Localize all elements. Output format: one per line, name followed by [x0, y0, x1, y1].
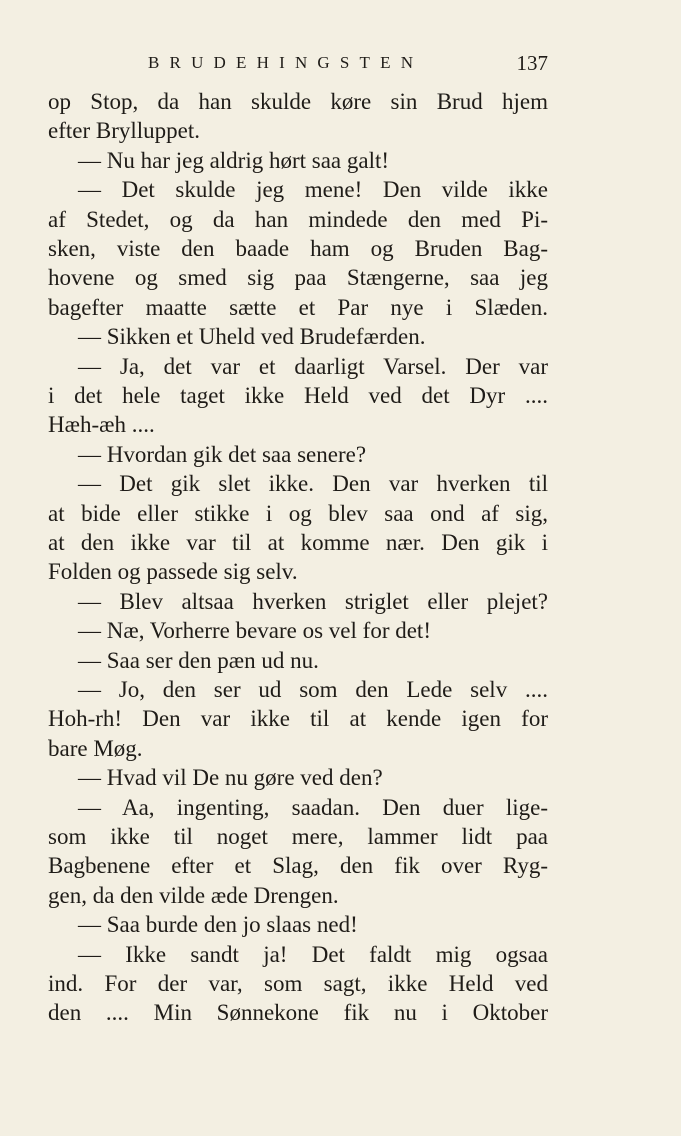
- text-line: — Hvordan gik det saa senere?: [78, 441, 367, 467]
- text-line: Hoh-rh! Den var ikke til at kende igen for: [48, 706, 548, 732]
- text-line: at bide eller stikke i og blev saa ond af sig,: [48, 500, 548, 526]
- text-line: — Saa ser den pæn ud nu.: [78, 647, 319, 673]
- text-line: bare Møg.: [48, 735, 143, 761]
- text-line: — Aa, ingenting, saadan. Den duer lige-: [78, 794, 548, 820]
- text-line: Bagbenene efter et Slag, den fik over Ryg-: [48, 853, 548, 879]
- text-line: — Det gik slet ikke. Den var hverken til: [78, 471, 548, 497]
- text-line: — Næ, Vorherre bevare os vel for det!: [78, 618, 431, 644]
- text-line: — Ikke sandt ja! Det faldt mig ogsaa: [78, 941, 548, 967]
- text-line: — Hvad vil De nu gøre ved den?: [78, 765, 383, 791]
- text-line: — Jo, den ser ud som den Lede selv ....: [78, 677, 548, 702]
- running-title: BRUDEHINGSTEN: [148, 53, 424, 72]
- text-line: — Blev altsaa hverken striglet eller plejet?: [78, 588, 548, 614]
- text-line: Folden og passede sig selv.: [48, 559, 298, 585]
- text-line: sken, viste den baade ham og Bruden Bag-: [48, 236, 548, 261]
- text-line: — Det skulde jeg mene! Den vilde ikke: [78, 177, 548, 203]
- text-line: — Ja, det var et daarligt Varsel. Der var: [78, 353, 548, 379]
- text-line: hovene og smed sig paa Stængerne, saa jeg: [48, 265, 548, 291]
- text-line: op Stop, da han skulde køre sin Brud hjem: [48, 89, 548, 114]
- text-line: — Sikken et Uheld ved Brudefærden.: [78, 324, 426, 350]
- page-number: 137: [516, 51, 548, 75]
- body-text: [48, 86, 548, 1026]
- text-line: ind. For der var, som sagt, ikke Held ved: [48, 971, 548, 996]
- text-line: at den ikke var til at komme nær. Den gik i: [48, 530, 548, 555]
- text-line: efter Brylluppet.: [48, 118, 201, 144]
- text-line: som ikke til noget mere, lammer lidt paa: [48, 824, 548, 849]
- text-line: i det hele taget ikke Held ved det Dyr ....: [48, 383, 548, 408]
- text-line: — Saa burde den jo slaas ned!: [78, 912, 358, 938]
- text-line: — Nu har jeg aldrig hørt saa galt!: [78, 147, 390, 173]
- text-line: af Stedet, og da han mindede den med Pi-: [48, 206, 548, 232]
- text-line: den .... Min Sønnekone fik nu i Oktober: [48, 1000, 548, 1026]
- running-head: [148, 48, 548, 78]
- text-line: bagefter maatte sætte et Par nye i Slæden.: [48, 294, 548, 320]
- text-line: Hæh-æh ....: [48, 412, 155, 438]
- text-line: gen, da den vilde æde Drengen.: [48, 882, 339, 908]
